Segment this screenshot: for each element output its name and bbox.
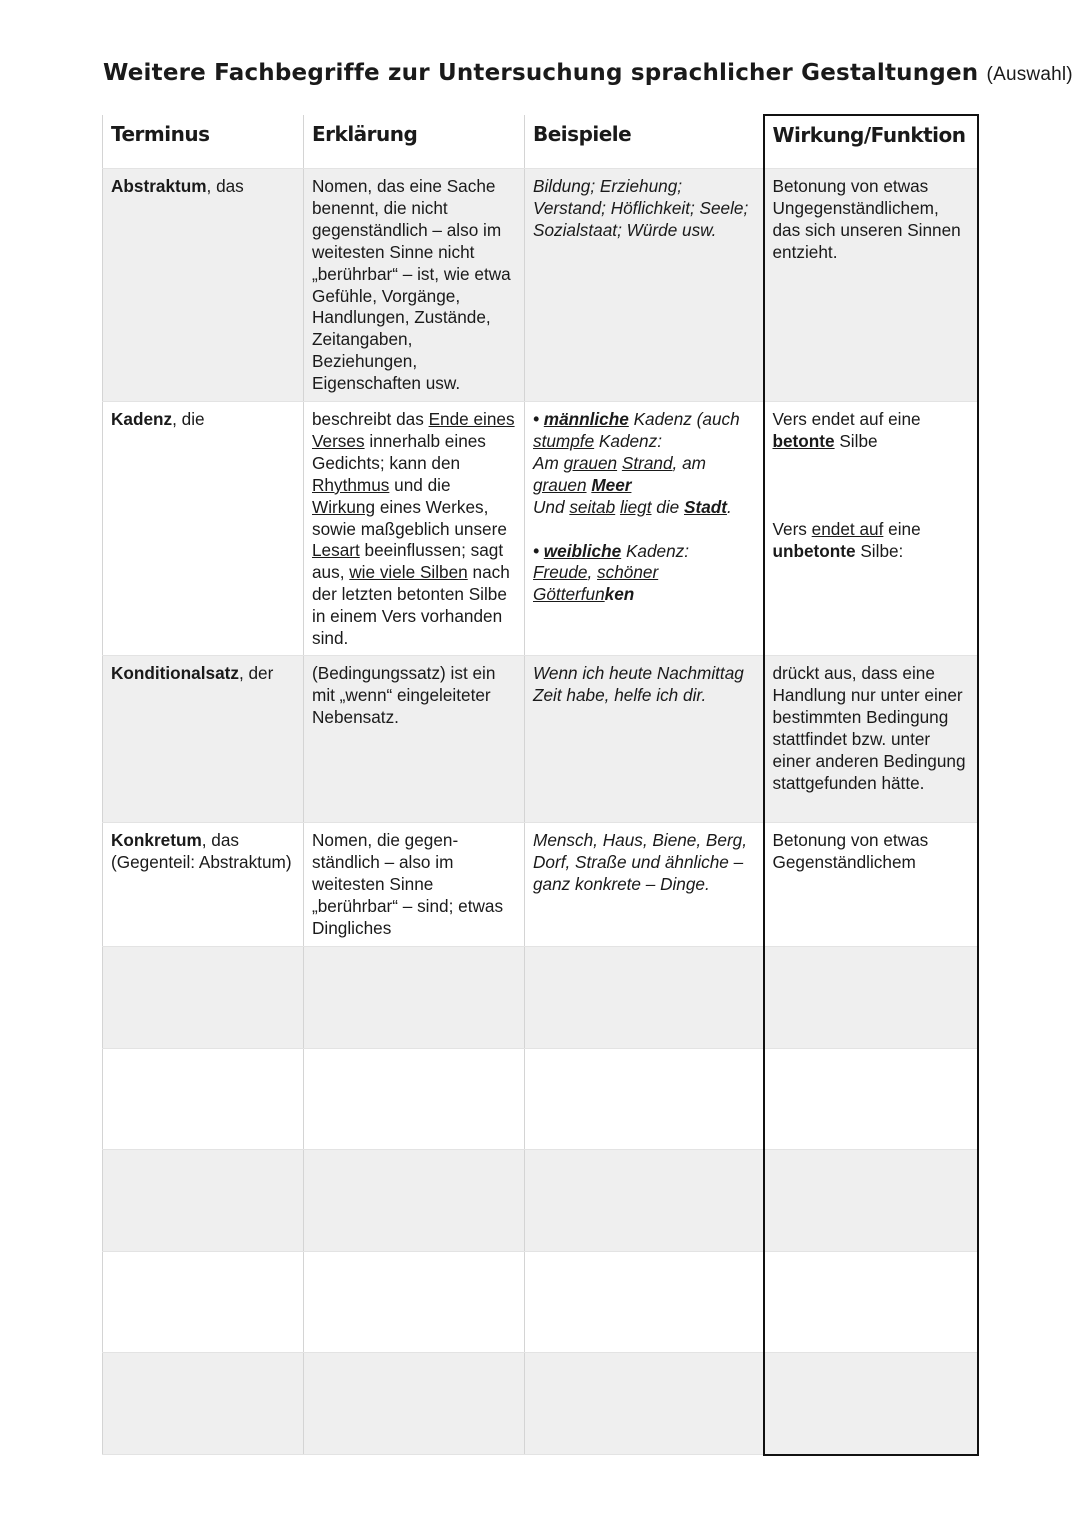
title-suffix: (Auswahl) <box>986 64 1073 85</box>
term-cell <box>103 823 304 947</box>
empty-row <box>103 1150 978 1252</box>
unstressed-ending: Vers endet auf eine unbetonte Silbe: <box>772 518 921 561</box>
empty-cell <box>525 947 764 1049</box>
article: , das <box>206 176 244 196</box>
article: , das <box>201 830 239 850</box>
empty-cell <box>525 1150 764 1252</box>
empty-cell <box>525 1353 764 1455</box>
effect-cell: Betonung von etwas Ungegenständlichem, das sich unseren Sinnen entzieht. <box>764 169 978 402</box>
explanation-cell: (Bedingungssatz) ist ein mit „wenn“ eingeleiteter Nebensatz. <box>304 656 525 823</box>
empty-cell <box>764 1049 978 1150</box>
empty-cell <box>764 1252 978 1353</box>
example-cell: Bildung; Erziehung; Verstand; Höflichkeit; Seele; Sozialstaat; Würde usw. <box>525 169 764 402</box>
empty-cell <box>304 1150 525 1252</box>
empty-cell <box>764 947 978 1049</box>
empty-cell <box>103 947 304 1049</box>
empty-cell <box>304 1252 525 1353</box>
table-row <box>103 656 978 823</box>
empty-cell <box>103 1353 304 1455</box>
example-cell <box>525 402 764 656</box>
term: Konkretum <box>111 830 202 850</box>
empty-cell <box>103 1150 304 1252</box>
empty-cell <box>764 1150 978 1252</box>
table-row <box>103 402 978 656</box>
feminine-cadence-example: • weibliche Kadenz: Freude, schöner Götterfunken <box>533 540 690 605</box>
effect-cell <box>764 402 978 656</box>
explanation-cell: Nomen, die gegen-ständlich – also im weitesten Sinne „berührbar“ – sind; etwas Dingliches <box>304 823 525 947</box>
header-wirkung: Wirkung/Funktion <box>764 115 978 169</box>
empty-cell <box>764 1353 978 1455</box>
term-cell <box>103 402 304 656</box>
article: , der <box>238 663 274 683</box>
table-header-row <box>103 115 978 169</box>
empty-cell <box>304 1353 525 1455</box>
term-cell <box>103 169 304 402</box>
empty-cell <box>304 1049 525 1150</box>
explanation-cell: beschreibt das Ende eines Verses innerhalb eines Gedichts; kann den Rhythmus und die Wirkung eines Werkes, sowie maßgeblich unsere Lesart beeinflussen; sagt aus, wie viele Silben nach der letzten betonten Silbe in einem Vers vorhanden sind. <box>304 402 525 656</box>
article: , die <box>172 409 205 429</box>
stressed-ending: Vers endet auf eine betonte Silbe <box>772 409 921 451</box>
table-row <box>103 169 978 402</box>
table-row <box>103 823 978 947</box>
header-terminus: Terminus <box>103 115 304 169</box>
page-title: Weitere Fachbegriffe zur Untersuchung sprachlicher Gestaltungen (Auswahl) <box>103 60 1073 86</box>
empty-row <box>103 947 978 1049</box>
empty-cell <box>304 947 525 1049</box>
empty-cell <box>103 1049 304 1150</box>
terminology-table <box>102 114 979 1456</box>
empty-cell <box>525 1049 764 1150</box>
example-cell: Wenn ich heute Nachmittag Zeit habe, helfe ich dir. <box>525 656 764 823</box>
term-cell <box>103 656 304 823</box>
effect-cell: drückt aus, dass eine Handlung nur unter einer bestimmten Bedingung stattfindet bzw. unter einer anderen Bedingung stattgefunden hätte. <box>764 656 978 823</box>
explanation-cell: Nomen, das eine Sache benennt, die nicht gegenständlich – also im weitesten Sinne nicht „berührbar“ – ist, wie etwa Gefühle, Vorgänge, Handlungen, Zustände, Zeitangaben, Beziehungen, Eigenschaften usw. <box>304 169 525 402</box>
empty-row <box>103 1252 978 1353</box>
term-note: (Gegenteil: Abstraktum) <box>111 851 292 872</box>
term: Abstraktum <box>111 176 207 196</box>
empty-cell <box>103 1252 304 1353</box>
empty-row <box>103 1049 978 1150</box>
term: Konditionalsatz <box>111 663 239 683</box>
term: Kadenz <box>111 409 173 429</box>
example-cell: Mensch, Haus, Biene, Berg, Dorf, Straße und ähnliche – ganz konkrete – Dinge. <box>525 823 764 947</box>
empty-row <box>103 1353 978 1455</box>
empty-cell <box>525 1252 764 1353</box>
header-erklaerung: Erklärung <box>304 115 525 169</box>
masculine-cadence-example: • männliche Kadenz (auch stumpfe Kadenz: Am grauen Strand, am grauen Meer Und seitab liegt die Stadt. <box>533 409 740 517</box>
effect-cell: Betonung von etwas Gegenständlichem <box>764 823 978 947</box>
header-beispiele: Beispiele <box>525 115 764 169</box>
